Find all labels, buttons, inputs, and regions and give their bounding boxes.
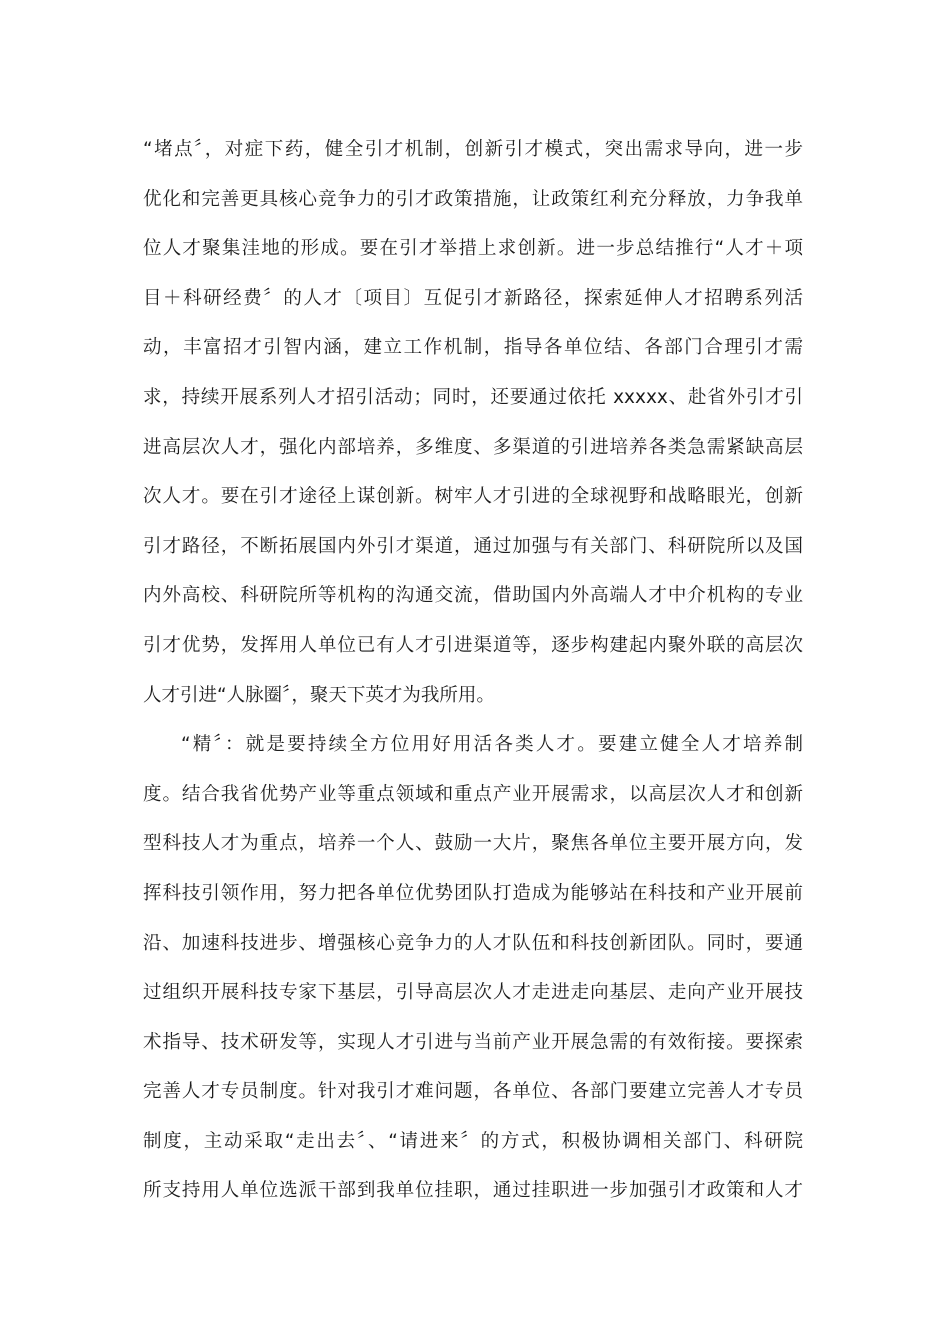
document-body [143,125,803,1216]
text-line: 度。结合我省优势产业等重点领域和重点产业开展需求，以高层次人才和创新 [143,783,803,805]
text-line: 过组织开展科技专家下基层，引导高层次人才走进走向基层、走向产业开展技 [143,982,803,1004]
text-line: 求，持续开展系列人才招引活动；同时，还要通过依托 xxxxx、赴省外引才引 [143,386,803,408]
text-line: 术指导、技术研发等，实现人才引进与当前产业开展急需的有效衔接。要探索 [143,1031,803,1053]
text-line: 人才引进“人脉圈〞，聚天下英才为我所用。 [143,684,495,706]
text-line: 完善人才专员制度。针对我引才难问题，各单位、各部门要建立完善人才专员 [143,1081,803,1103]
text-line: 优化和完善更具核心竞争力的引才政策措施，让政策红利充分释放，力争我单 [143,188,803,210]
text-line: 挥科技引领作用，努力把各单位优势团队打造成为能够站在科技和产业开展前 [143,882,803,904]
text-line: 次人才。要在引才途径上谋创新。树牢人才引进的全球视野和战略眼光，创新 [143,486,803,508]
paragraph-2 [143,720,803,1216]
text-line: 动，丰富招才引智内涵，建立工作机制，指导各单位结、各部门合理引才需 [143,337,803,359]
paragraph-1 [143,125,803,720]
text-line: 引才优势，发挥用人单位已有人才引进渠道等，逐步构建起内聚外联的高层次 [143,634,803,656]
text-line: “精〞：就是要持续全方位用好用活各类人才。要建立健全人才培养制 [181,734,803,756]
text-line: 所支持用人单位选派干部到我单位挂职，通过挂职进一步加强引才政策和人才 [143,1180,803,1202]
text-line: 进高层次人才，强化内部培养，多维度、多渠道的引进培养各类急需紧缺高层 [143,436,803,458]
text-line: 位人才聚集洼地的形成。要在引才举措上求创新。进一步总结推行“人才＋项 [143,238,803,260]
text-line: 型科技人才为重点，培养一个人、鼓励一大片，聚焦各单位主要开展方向，发 [143,833,803,855]
text-line: 目＋科研经费〞的人才〔项目〕互促引才新路径，探索延伸人才招聘系列活 [143,287,803,309]
text-line: 引才路径，不断拓展国内外引才渠道，通过加强与有关部门、科研院所以及国 [143,535,803,557]
text-line: 内外高校、科研院所等机构的沟通交流，借助国内外高端人才中介机构的专业 [143,585,803,607]
text-line: 制度，主动采取“走出去〞、“请进来〞的方式，积极协调相关部门、科研院 [143,1130,803,1152]
text-line: 沿、加速科技进步、增强核心竞争力的人才队伍和科技创新团队。同时，要通 [143,932,803,954]
text-line: “堵点〞，对症下药，健全引才机制，创新引才模式，突出需求导向，进一步 [143,139,803,160]
